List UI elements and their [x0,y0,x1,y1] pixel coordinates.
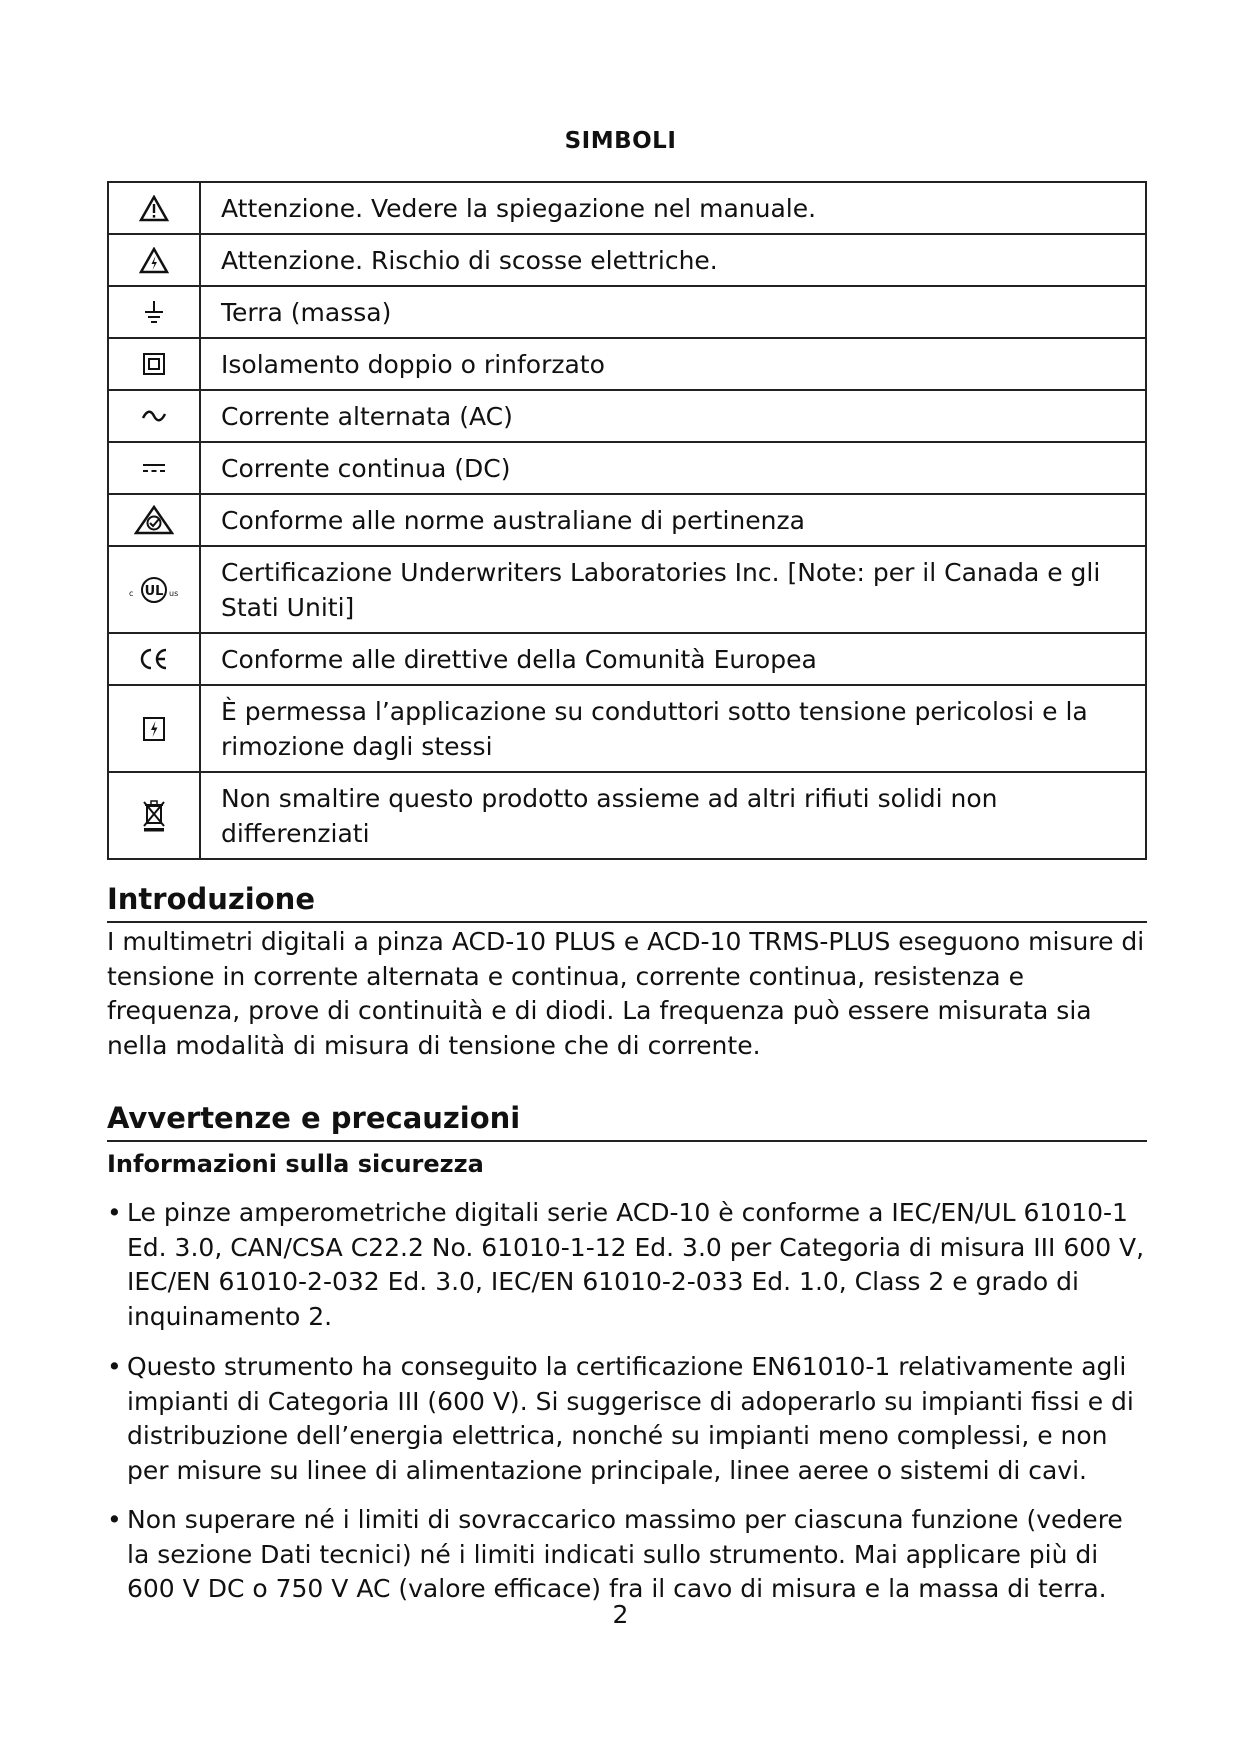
warning-triangle-icon [108,182,200,234]
ac-icon [108,390,200,442]
table-row [108,546,1146,633]
ul-certification-icon [108,546,200,633]
introduzione-paragraph: I multimetri digitali a pinza ACD-10 PLUS e ACD-10 TRMS-PLUS eseguono misure di tensione in corrente alternata e continua, corrente continua, resistenza e frequenza, prove di continuità e di diodi. La frequenza può essere misurata sia nella modalità di misura di tensione che di corrente. [107,927,1145,1060]
symbols-title: SIMBOLI [564,128,677,154]
symbol-description: Conforme alle direttive della Comunità Europea [200,633,1146,685]
table-row [108,494,1146,546]
dc-icon [108,442,200,494]
list-item-text: Le pinze amperometriche digitali serie ACD-10 è conforme a IEC/EN/UL 61010-1 Ed. 3.0, CAN/CSA C22.2 No. 61010-1-12 Ed. 3.0 per Categoria di misura III 600 V, IEC/EN 61010-2-032 Ed. 3.0, IEC/EN 61010-2-033 Ed. 1.0, Class 2 e grado di inquinamento 2. [127,1198,1145,1331]
list-item-text: Questo strumento ha conseguito la certificazione EN61010-1 relativamente agli impianti di Categoria III (600 V). Si suggerisce di adoperarlo su impianti fissi e di distribuzione dell’energia elettrica, nonché su impianti meno complessi, e non per misure su linee di alimentazione principale, linee aeree o sistemi di cavi. [127,1352,1134,1485]
subheading-sicurezza: Informazioni sulla sicurezza [107,1150,484,1178]
table-row [108,286,1146,338]
symbols-table [107,181,1147,860]
double-insulation-icon [108,338,200,390]
symbol-description: Corrente alternata (AC) [200,390,1146,442]
live-conductor-icon [108,685,200,772]
symbol-description: Conforme alle norme australiane di pertinenza [200,494,1146,546]
table-row [108,338,1146,390]
symbol-description: Certificazione Underwriters Laboratories Inc. [Note: per il Canada e gli Stati Uniti] [200,546,1146,633]
bullet-icon: • [107,1505,122,1534]
bullet-icon: • [107,1198,122,1227]
weee-crossed-bin-icon [108,772,200,859]
table-row [108,234,1146,286]
list-item-text: Non superare né i limiti di sovraccarico massimo per ciascuna funzione (vedere la sezione Dati tecnici) né i limiti indicati sullo strumento. Mai applicare più di 600 V DC o 750 V AC (valore efficace) fra il cavo di misura e la massa di terra. [127,1505,1123,1603]
symbol-description: Isolamento doppio o rinforzato [200,338,1146,390]
symbol-description: Attenzione. Vedere la spiegazione nel manuale. [200,182,1146,234]
svg-text:UL: UL [144,583,164,599]
symbol-description: Attenzione. Rischio di scosse elettriche. [200,234,1146,286]
table-row [108,442,1146,494]
table-row [108,685,1146,772]
table-row [108,633,1146,685]
section-heading-introduzione: Introduzione [107,881,1147,923]
ground-icon [108,286,200,338]
electric-shock-warning-icon [108,234,200,286]
svg-text:c: c [129,588,134,598]
rcm-australia-icon [108,494,200,546]
list-item [107,1196,1147,1334]
symbol-description: È permessa l’applicazione su conduttori sotto tensione pericolosi e la rimozione dagli stessi [200,685,1146,772]
svg-text:us: us [169,588,179,598]
table-row [108,390,1146,442]
table-row [108,772,1146,859]
symbol-description: Corrente continua (DC) [200,442,1146,494]
list-item [107,1350,1147,1488]
table-row [108,182,1146,234]
symbol-description: Terra (massa) [200,286,1146,338]
symbol-description: Non smaltire questo prodotto assieme ad altri rifiuti solidi non differenziati [200,772,1146,859]
bullet-icon: • [107,1352,122,1381]
page-number: 2 [612,1600,629,1629]
section-heading-avvertenze: Avvertenze e precauzioni [107,1100,1147,1142]
ce-mark-icon [108,633,200,685]
list-item [107,1503,1147,1607]
